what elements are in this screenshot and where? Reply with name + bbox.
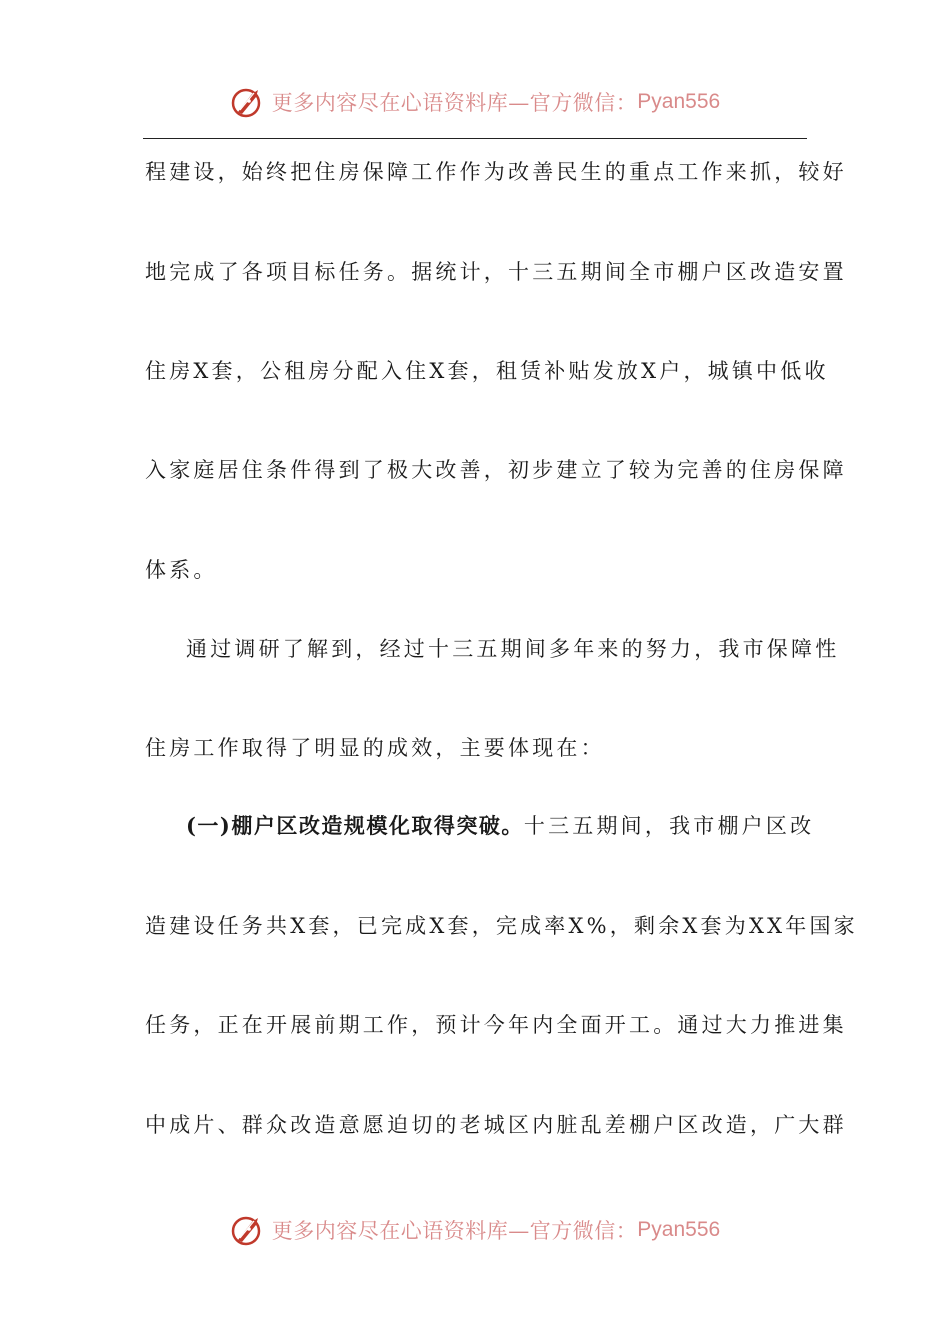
banner-text: 更多内容尽在心语资料库—官方微信： bbox=[271, 1219, 638, 1243]
pen-nib-logo-icon bbox=[230, 1212, 266, 1248]
wechat-id: Pyan556 bbox=[637, 90, 721, 113]
body-line: 造建设任务共X套，已完成X套，完成率X%，剩余X套为XX年国家 bbox=[145, 914, 858, 938]
body-line: 任务，正在开展前期工作，预计今年内全面开工。通过大力推进集 bbox=[145, 1013, 847, 1037]
paragraph-first-line: 通过调研了解到，经过十三五期间多年来的努力，我市保障性 bbox=[186, 637, 840, 661]
section-heading-rest: 十三五期间，我市棚户区改 bbox=[523, 814, 815, 838]
banner-text: 更多内容尽在心语资料库—官方微信： bbox=[271, 91, 638, 115]
section-heading-line bbox=[186, 811, 846, 841]
header-banner bbox=[0, 82, 950, 122]
body-line: 体系。 bbox=[145, 558, 218, 582]
body-line: 程建设，始终把住房保障工作作为改善民生的重点工作来抓，较好 bbox=[145, 160, 847, 184]
header-divider bbox=[143, 138, 807, 139]
body-line: 地完成了各项目标任务。据统计，十三五期间全市棚户区改造安置 bbox=[145, 260, 847, 284]
body-line: 入家庭居住条件得到了极大改善，初步建立了较为完善的住房保障 bbox=[145, 458, 847, 482]
pen-nib-logo-icon bbox=[230, 84, 266, 120]
footer-banner bbox=[0, 1210, 950, 1250]
body-line: 中成片、群众改造意愿迫切的老城区内脏乱差棚户区改造，广大群 bbox=[145, 1113, 847, 1137]
wechat-id: Pyan556 bbox=[637, 1218, 721, 1241]
body-line: 住房X套，公租房分配入住X套，租赁补贴发放X户，城镇中低收 bbox=[145, 359, 829, 383]
body-line: 住房工作取得了明显的成效，主要体现在： bbox=[145, 736, 605, 760]
section-heading: (一)棚户区改造规模化取得突破。 bbox=[186, 813, 524, 838]
